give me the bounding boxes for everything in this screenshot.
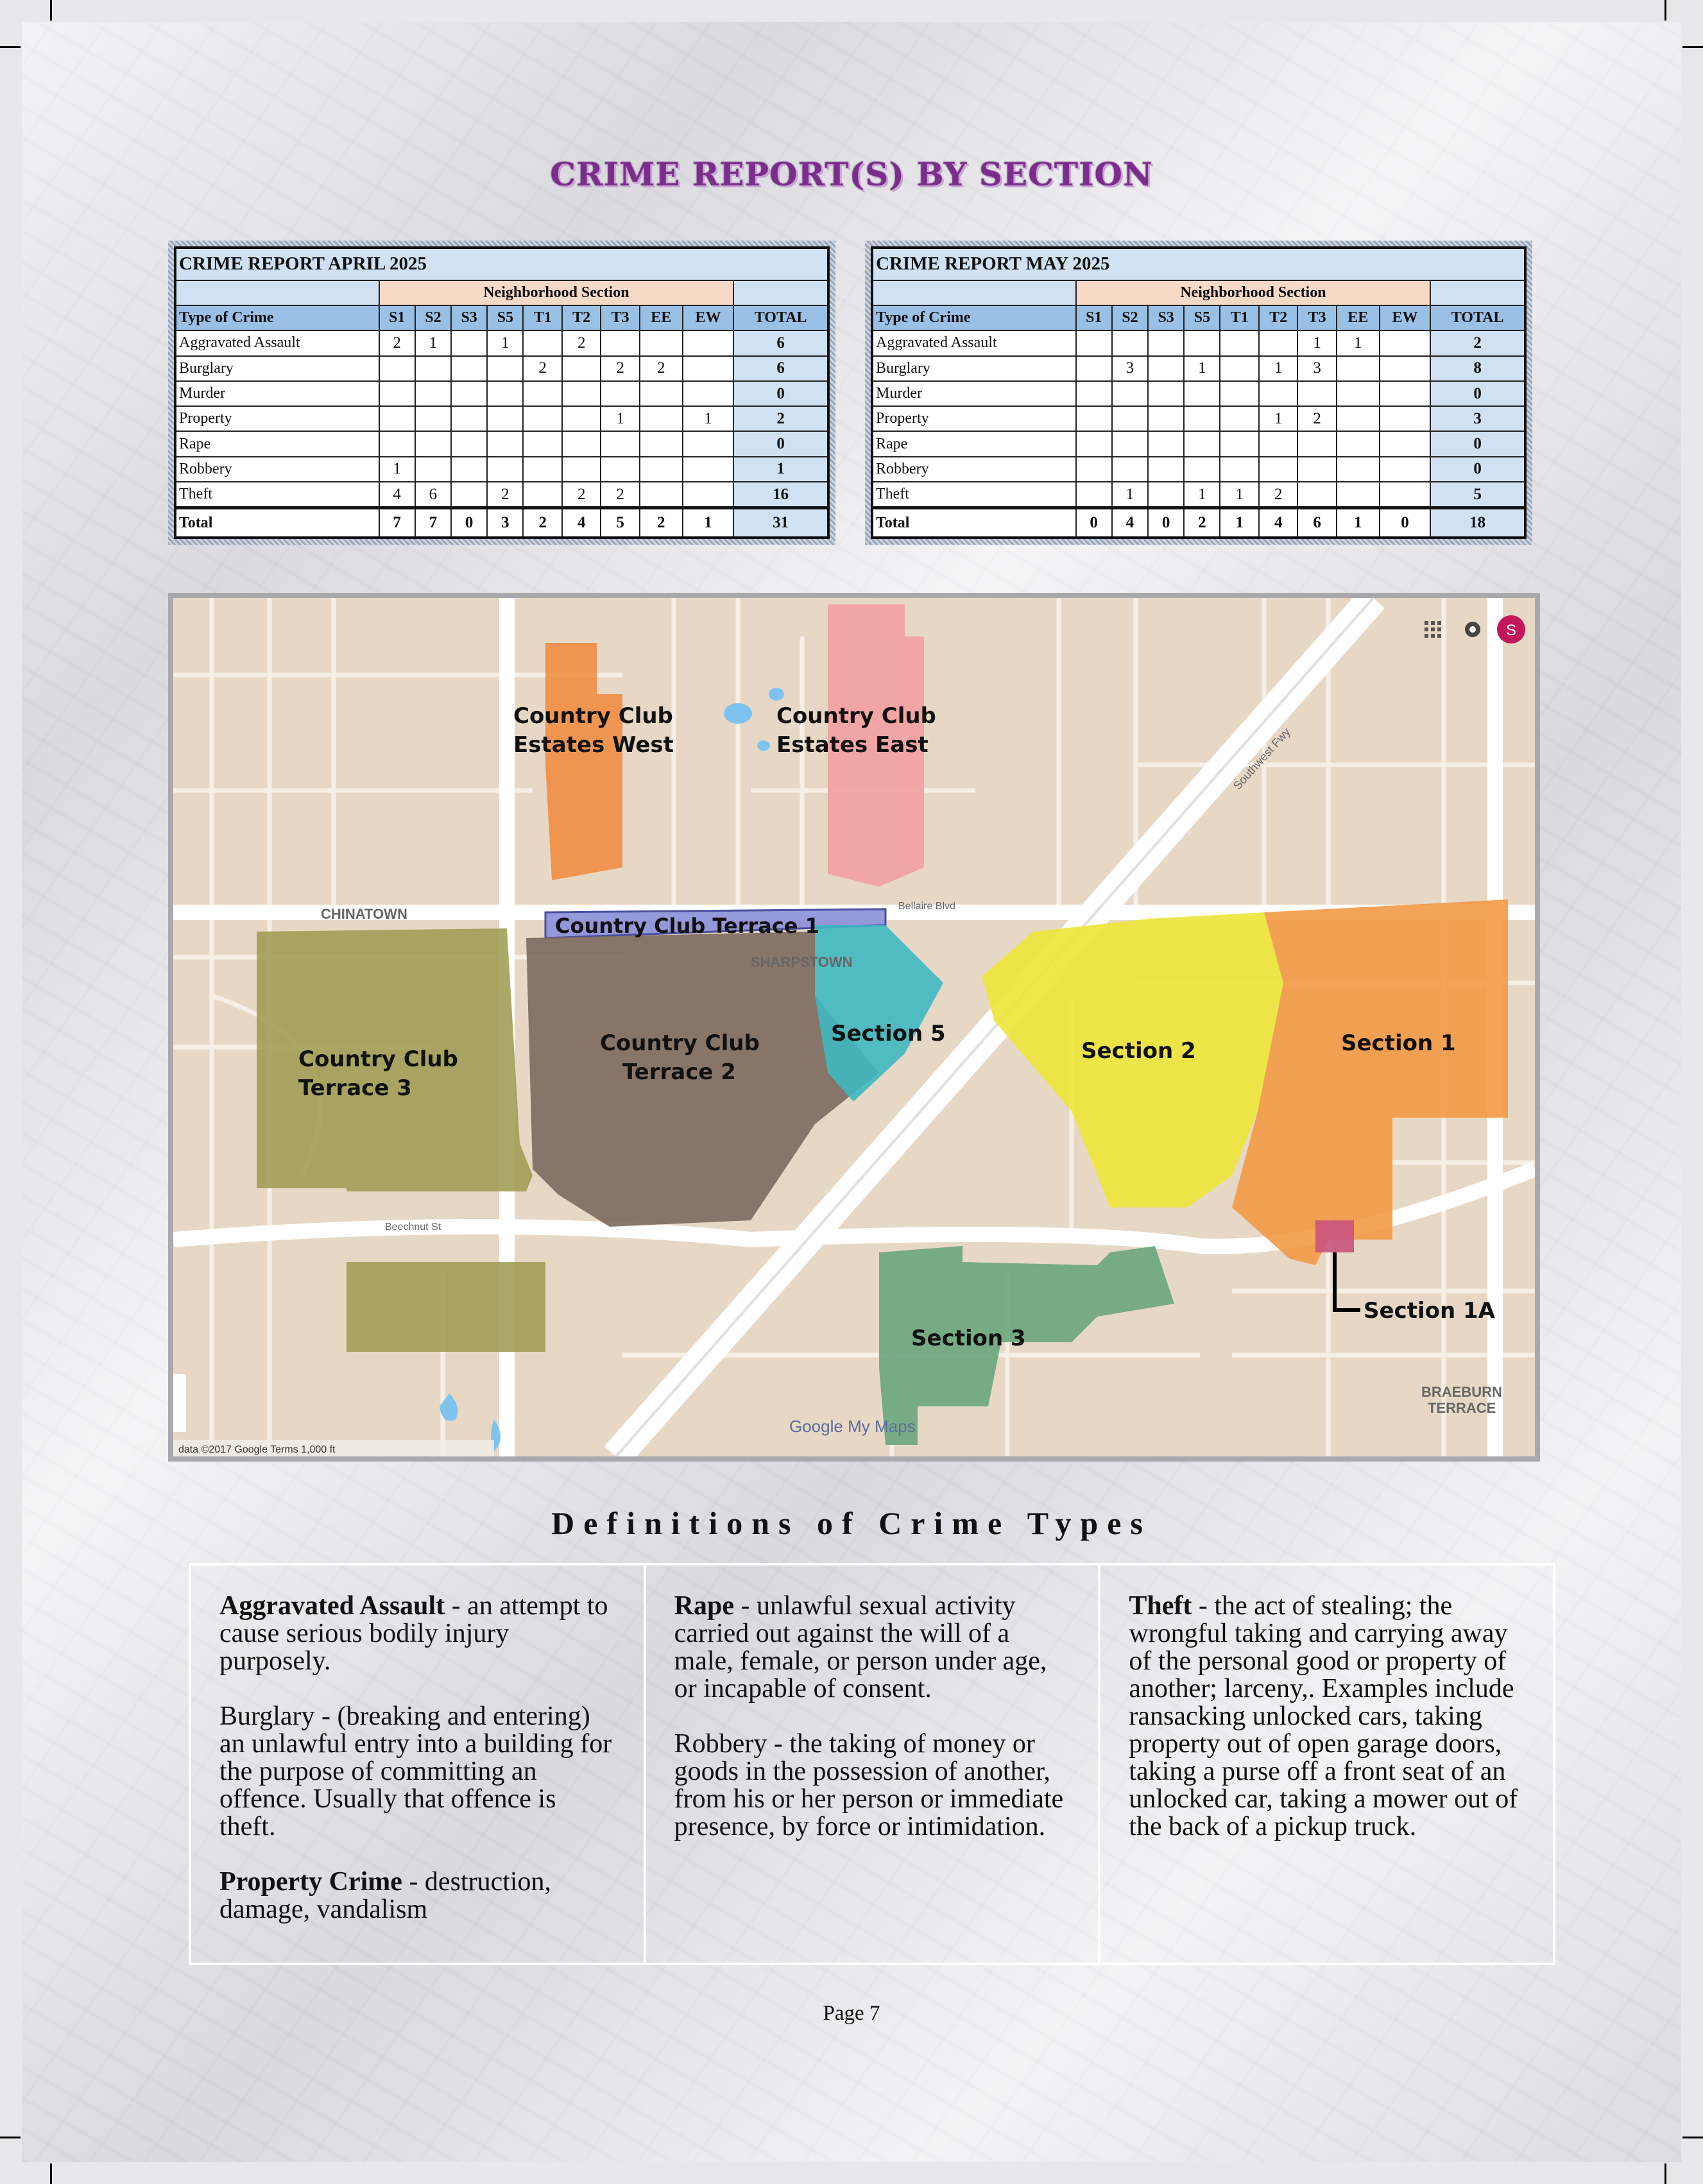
count-cell xyxy=(1076,330,1112,355)
count-cell xyxy=(1259,457,1297,482)
count-cell: 1 xyxy=(601,406,639,431)
crop-mark xyxy=(0,2137,21,2138)
count-cell: 2 xyxy=(601,356,639,381)
label-sharpstown: SHARPSTOWN xyxy=(751,954,853,970)
zoom-control[interactable] xyxy=(173,1374,186,1432)
cct3-south-area xyxy=(347,1262,545,1352)
count-cell: 4 xyxy=(379,482,415,508)
table-row xyxy=(872,457,1525,482)
count-cell xyxy=(415,431,451,456)
crop-mark xyxy=(0,46,21,48)
label-cce-east: Country Club xyxy=(776,703,936,729)
count-cell xyxy=(1220,330,1258,355)
count-cell: 2 xyxy=(487,482,523,508)
count-cell: 3 xyxy=(1112,356,1148,381)
table-row xyxy=(175,356,828,381)
table-row xyxy=(872,431,1525,456)
definition-entry xyxy=(219,1868,615,1924)
section-column-header: S1 xyxy=(379,305,415,330)
row-total-cell: 0 xyxy=(733,381,828,406)
table-row xyxy=(872,330,1525,355)
count-cell xyxy=(1076,431,1112,456)
count-cell xyxy=(1380,431,1431,456)
grand-total-cell: 18 xyxy=(1430,508,1525,538)
svg-text:S: S xyxy=(1506,622,1517,639)
count-cell xyxy=(1220,406,1258,431)
section-column-header: T1 xyxy=(1220,305,1258,330)
count-cell: 1 xyxy=(379,457,415,482)
row-total-cell: 0 xyxy=(1430,457,1525,482)
section-column-header: T3 xyxy=(601,305,639,330)
count-cell: 1 xyxy=(1184,482,1220,508)
count-cell: 2 xyxy=(379,330,415,355)
label-cct2: Country Club xyxy=(600,1030,760,1056)
count-cell xyxy=(562,381,601,406)
count-cell xyxy=(523,431,561,456)
count-cell xyxy=(1112,381,1148,406)
section-column-header: S3 xyxy=(1148,305,1184,330)
crop-mark xyxy=(1664,2163,1666,2184)
count-cell xyxy=(1220,356,1258,381)
row-total-cell: 1 xyxy=(733,457,828,482)
definition-text: Robbery - the taking of money or goods in the possession of another, from his or her person or immediate presence, by force or intimidation. xyxy=(674,1729,1064,1841)
count-cell: 1 xyxy=(1259,406,1297,431)
definitions-column xyxy=(191,1565,646,1963)
definition-text: - an attempt to cause serious bodily injury purposely. xyxy=(219,1591,608,1676)
count-cell xyxy=(487,406,523,431)
count-cell xyxy=(1148,381,1184,406)
crime-type-cell: Robbery xyxy=(872,457,1076,482)
column-total-cell: 2 xyxy=(640,508,683,538)
table-row xyxy=(175,457,828,482)
section-column-header: EE xyxy=(1337,305,1380,330)
column-total-cell: 2 xyxy=(523,508,561,538)
count-cell xyxy=(1148,356,1184,381)
count-cell xyxy=(1148,457,1184,482)
count-cell xyxy=(1148,330,1184,355)
cce-west-area xyxy=(545,643,622,880)
count-cell xyxy=(1297,381,1336,406)
count-cell: 1 xyxy=(1297,330,1336,355)
crop-mark xyxy=(50,0,52,21)
count-cell xyxy=(415,406,451,431)
count-cell xyxy=(1259,381,1297,406)
definitions-title: Definitions of Crime Types xyxy=(551,1505,1152,1541)
count-cell xyxy=(1076,482,1112,508)
count-cell xyxy=(1148,482,1184,508)
column-total-cell: 0 xyxy=(1148,508,1184,538)
table-header-row xyxy=(175,305,828,330)
count-cell xyxy=(487,381,523,406)
count-cell xyxy=(683,356,734,381)
definition-entry xyxy=(219,1592,615,1675)
label-section1: Section 1 xyxy=(1341,1030,1456,1056)
type-of-crime-header: Type of Crime xyxy=(175,305,379,330)
row-total-cell: 2 xyxy=(1430,330,1525,355)
row-total-cell: 2 xyxy=(733,406,828,431)
count-cell xyxy=(601,381,639,406)
column-total-cell: 5 xyxy=(601,508,639,538)
count-cell xyxy=(1337,457,1380,482)
count-cell xyxy=(379,356,415,381)
april-report-frame xyxy=(168,241,835,545)
crime-type-cell: Aggravated Assault xyxy=(872,330,1076,355)
table-row xyxy=(175,431,828,456)
count-cell xyxy=(1380,356,1431,381)
svg-text:Terrace 2: Terrace 2 xyxy=(622,1059,736,1085)
count-cell xyxy=(1380,381,1431,406)
table-header-row xyxy=(872,305,1525,330)
crime-type-cell: Burglary xyxy=(872,356,1076,381)
row-total-cell: 5 xyxy=(1430,482,1525,508)
section-column-header: S2 xyxy=(1112,305,1148,330)
count-cell xyxy=(1337,482,1380,508)
table-total-row xyxy=(872,508,1525,538)
count-cell xyxy=(1259,431,1297,456)
column-total-cell: 7 xyxy=(379,508,415,538)
column-total-cell: 0 xyxy=(1076,508,1112,538)
count-cell xyxy=(601,330,639,355)
count-cell: 2 xyxy=(601,482,639,508)
table-row xyxy=(872,381,1525,406)
label-section1a: Section 1A xyxy=(1364,1298,1495,1324)
count-cell xyxy=(1297,482,1336,508)
table-group-row xyxy=(175,280,828,305)
grand-total-cell: 31 xyxy=(733,508,828,538)
crime-type-cell: Aggravated Assault xyxy=(175,330,379,355)
count-cell: 3 xyxy=(1297,356,1336,381)
count-cell xyxy=(451,457,487,482)
column-total-cell: 6 xyxy=(1297,508,1336,538)
may-report-frame xyxy=(865,241,1532,545)
crime-type-cell: Theft xyxy=(872,482,1076,508)
table-row xyxy=(175,381,828,406)
count-cell: 2 xyxy=(562,330,601,355)
count-cell xyxy=(562,431,601,456)
count-cell xyxy=(1380,406,1431,431)
count-cell xyxy=(1076,457,1112,482)
count-cell xyxy=(1184,457,1220,482)
section1a-area xyxy=(1315,1220,1354,1252)
count-cell xyxy=(1337,381,1380,406)
crop-mark xyxy=(1682,2137,1703,2138)
count-cell xyxy=(415,356,451,381)
table-row xyxy=(872,356,1525,381)
table-row xyxy=(175,482,828,508)
column-total-cell: 7 xyxy=(415,508,451,538)
crime-type-cell: Murder xyxy=(872,381,1076,406)
section-column-header: S5 xyxy=(1184,305,1220,330)
count-cell: 6 xyxy=(415,482,451,508)
count-cell xyxy=(487,431,523,456)
count-cell xyxy=(379,431,415,456)
definition-entry xyxy=(219,1703,615,1841)
svg-text:Terrace 3: Terrace 3 xyxy=(298,1075,412,1101)
section-column-header: EE xyxy=(640,305,683,330)
row-total-cell: 6 xyxy=(733,356,828,381)
section-column-header: EW xyxy=(1380,305,1431,330)
crime-type-cell: Murder xyxy=(175,381,379,406)
count-cell: 2 xyxy=(523,356,561,381)
table-row xyxy=(175,406,828,431)
column-total-cell: 4 xyxy=(1259,508,1297,538)
count-cell xyxy=(601,457,639,482)
section-column-header: EW xyxy=(683,305,734,330)
row-total-cell: 8 xyxy=(1430,356,1525,381)
count-cell xyxy=(562,457,601,482)
count-cell: 1 xyxy=(1259,356,1297,381)
count-cell xyxy=(451,406,487,431)
count-cell xyxy=(415,381,451,406)
count-cell xyxy=(451,356,487,381)
count-cell xyxy=(523,381,561,406)
count-cell xyxy=(1112,457,1148,482)
crime-type-cell: Burglary xyxy=(175,356,379,381)
count-cell xyxy=(487,356,523,381)
total-column-header: TOTAL xyxy=(733,305,828,330)
column-total-cell: 0 xyxy=(451,508,487,538)
count-cell xyxy=(523,482,561,508)
count-cell xyxy=(1259,330,1297,355)
count-cell xyxy=(1380,330,1431,355)
label-beechnut: Beechnut St xyxy=(385,1222,441,1233)
count-cell xyxy=(1076,381,1112,406)
count-cell: 2 xyxy=(1297,406,1336,431)
section-column-header: S2 xyxy=(415,305,451,330)
row-total-cell: 0 xyxy=(733,431,828,456)
neighborhood-section-header: Neighborhood Section xyxy=(379,280,734,305)
total-row-label: Total xyxy=(872,508,1076,538)
count-cell xyxy=(562,406,601,431)
column-total-cell: 1 xyxy=(1337,508,1380,538)
neighborhood-map[interactable] xyxy=(168,593,1540,1462)
count-cell xyxy=(640,330,683,355)
count-cell xyxy=(640,406,683,431)
section-column-header: S5 xyxy=(487,305,523,330)
crime-type-cell: Property xyxy=(175,406,379,431)
count-cell xyxy=(1112,431,1148,456)
column-total-cell: 3 xyxy=(487,508,523,538)
count-cell xyxy=(683,431,734,456)
table-caption-row xyxy=(872,248,1525,280)
row-total-cell: 6 xyxy=(733,330,828,355)
label-sw-fwy: Southwest Fwy xyxy=(1231,725,1293,792)
svg-text:Estates East: Estates East xyxy=(776,732,929,758)
label-section3: Section 3 xyxy=(911,1326,1026,1351)
crime-type-cell: Rape xyxy=(872,431,1076,456)
crop-mark xyxy=(1682,46,1703,48)
neighborhood-section-header: Neighborhood Section xyxy=(1076,280,1431,305)
count-cell xyxy=(1337,431,1380,456)
count-cell xyxy=(379,406,415,431)
count-cell xyxy=(1220,457,1258,482)
column-total-cell: 1 xyxy=(1220,508,1258,538)
definition-term: Rape xyxy=(674,1591,735,1621)
page-title: CRIME REPORT(S) BY SECTION xyxy=(550,155,1153,193)
total-column-header: TOTAL xyxy=(1430,305,1525,330)
row-total-cell: 16 xyxy=(733,482,828,508)
count-cell xyxy=(1148,406,1184,431)
count-cell: 1 xyxy=(683,406,734,431)
column-total-cell: 2 xyxy=(1184,508,1220,538)
count-cell xyxy=(451,482,487,508)
label-cct1: Country Club Terrace 1 xyxy=(555,914,819,938)
count-cell xyxy=(1076,406,1112,431)
label-braeburn: BRAEBURN xyxy=(1421,1384,1502,1400)
count-cell: 1 xyxy=(1112,482,1148,508)
column-total-cell: 4 xyxy=(1112,508,1148,538)
count-cell: 1 xyxy=(487,330,523,355)
count-cell xyxy=(640,381,683,406)
page-number: Page 7 xyxy=(823,2002,880,2025)
definition-term: Aggravated Assault xyxy=(219,1591,445,1621)
count-cell xyxy=(523,406,561,431)
crime-type-cell: Theft xyxy=(175,482,379,508)
column-total-cell: 0 xyxy=(1380,508,1431,538)
definition-entry xyxy=(674,1592,1070,1703)
map-footer: data ©2017 Google Terms 1,000 ft xyxy=(178,1444,336,1455)
count-cell: 1 xyxy=(1184,356,1220,381)
section1a-callout xyxy=(1335,1252,1360,1310)
count-cell xyxy=(1112,330,1148,355)
count-cell xyxy=(1184,431,1220,456)
google-logo: Google My Maps xyxy=(789,1417,916,1436)
section-column-header: T3 xyxy=(1297,305,1336,330)
label-chinatown: CHINATOWN xyxy=(321,906,407,922)
count-cell xyxy=(601,431,639,456)
count-cell xyxy=(1297,431,1336,456)
table-group-row xyxy=(872,280,1525,305)
definition-entry xyxy=(674,1730,1070,1841)
count-cell xyxy=(1380,457,1431,482)
crime-type-cell: Rape xyxy=(175,431,379,456)
definition-entry xyxy=(1129,1592,1525,1841)
count-cell xyxy=(1148,431,1184,456)
count-cell xyxy=(1184,406,1220,431)
section-column-header: S1 xyxy=(1076,305,1112,330)
count-cell xyxy=(640,482,683,508)
count-cell: 2 xyxy=(640,356,683,381)
column-total-cell: 4 xyxy=(562,508,601,538)
column-total-cell: 1 xyxy=(683,508,734,538)
count-cell xyxy=(1112,406,1148,431)
count-cell xyxy=(1337,406,1380,431)
label-cct3: Country Club xyxy=(298,1046,458,1072)
count-cell xyxy=(1337,356,1380,381)
count-cell xyxy=(1184,330,1220,355)
definition-term: Theft xyxy=(1129,1591,1192,1621)
may-crime-table xyxy=(871,246,1527,539)
svg-text:TERRACE: TERRACE xyxy=(1428,1400,1496,1416)
count-cell xyxy=(1076,356,1112,381)
count-cell xyxy=(1220,381,1258,406)
grid-icon[interactable] xyxy=(1425,621,1441,638)
table-row xyxy=(872,482,1525,508)
count-cell xyxy=(379,381,415,406)
section-column-header: S3 xyxy=(451,305,487,330)
table-caption: CRIME REPORT APRIL 2025 xyxy=(175,248,828,280)
count-cell xyxy=(683,381,734,406)
table-caption-row xyxy=(175,248,828,280)
count-cell: 1 xyxy=(1337,330,1380,355)
total-row-label: Total xyxy=(175,508,379,538)
count-cell xyxy=(451,431,487,456)
count-cell xyxy=(1380,482,1431,508)
count-cell xyxy=(640,457,683,482)
count-cell xyxy=(683,457,734,482)
crime-type-cell: Property xyxy=(872,406,1076,431)
count-cell xyxy=(562,356,601,381)
count-cell: 1 xyxy=(415,330,451,355)
count-cell xyxy=(523,330,561,355)
table-row xyxy=(175,330,828,355)
definition-text: - unlawful sexual activity carried out against the will of a male, female, or person under age, or incapable of consent. xyxy=(674,1591,1047,1703)
label-section5: Section 5 xyxy=(831,1021,946,1046)
row-total-cell: 3 xyxy=(1430,406,1525,431)
count-cell: 1 xyxy=(1220,482,1258,508)
count-cell xyxy=(487,457,523,482)
section-column-header: T2 xyxy=(562,305,601,330)
crop-mark xyxy=(1664,0,1666,21)
definition-term: Property Crime xyxy=(219,1867,402,1897)
count-cell xyxy=(1184,381,1220,406)
section-column-header: T2 xyxy=(1259,305,1297,330)
section-column-header: T1 xyxy=(523,305,561,330)
april-crime-table xyxy=(174,246,830,539)
table-caption: CRIME REPORT MAY 2025 xyxy=(872,248,1525,280)
row-total-cell: 0 xyxy=(1430,431,1525,456)
definitions-column xyxy=(646,1565,1101,1963)
count-cell: 2 xyxy=(1259,482,1297,508)
row-total-cell: 0 xyxy=(1430,381,1525,406)
type-of-crime-header: Type of Crime xyxy=(872,305,1076,330)
table-total-row xyxy=(175,508,828,538)
count-cell xyxy=(1297,457,1336,482)
section5-area xyxy=(815,925,943,1102)
count-cell xyxy=(523,457,561,482)
count-cell xyxy=(683,482,734,508)
crop-mark xyxy=(50,2163,52,2184)
count-cell xyxy=(451,381,487,406)
count-cell xyxy=(640,431,683,456)
count-cell xyxy=(1220,431,1258,456)
crime-type-cell: Robbery xyxy=(175,457,379,482)
count-cell xyxy=(683,330,734,355)
definition-text: - destruction, damage, vandalism xyxy=(219,1867,552,1924)
svg-text:Estates West: Estates West xyxy=(513,732,674,758)
count-cell xyxy=(415,457,451,482)
label-cce-west: Country Club xyxy=(513,703,673,729)
map-canvas xyxy=(173,598,1535,1456)
count-cell: 2 xyxy=(562,482,601,508)
definition-text: Burglary - (breaking and entering) an unlawful entry into a building for the purpose of committing an offence. Usually that offence is theft. xyxy=(219,1702,612,1841)
label-section2: Section 2 xyxy=(1081,1038,1196,1064)
definitions-box xyxy=(189,1563,1555,1965)
table-row xyxy=(872,406,1525,431)
count-cell xyxy=(451,330,487,355)
definitions-column xyxy=(1100,1565,1553,1963)
label-bellaire: Bellaire Blvd xyxy=(898,901,955,912)
definition-text: - the act of stealing; the wrongful taking and carrying away of the personal good or property of another; larceny,. Examples include ransacking unlocked cars, taking property out of open garage doors, taking a purse off a front seat of an unlocked car, taking a mower out of the back of a pickup truck. xyxy=(1129,1591,1518,1841)
